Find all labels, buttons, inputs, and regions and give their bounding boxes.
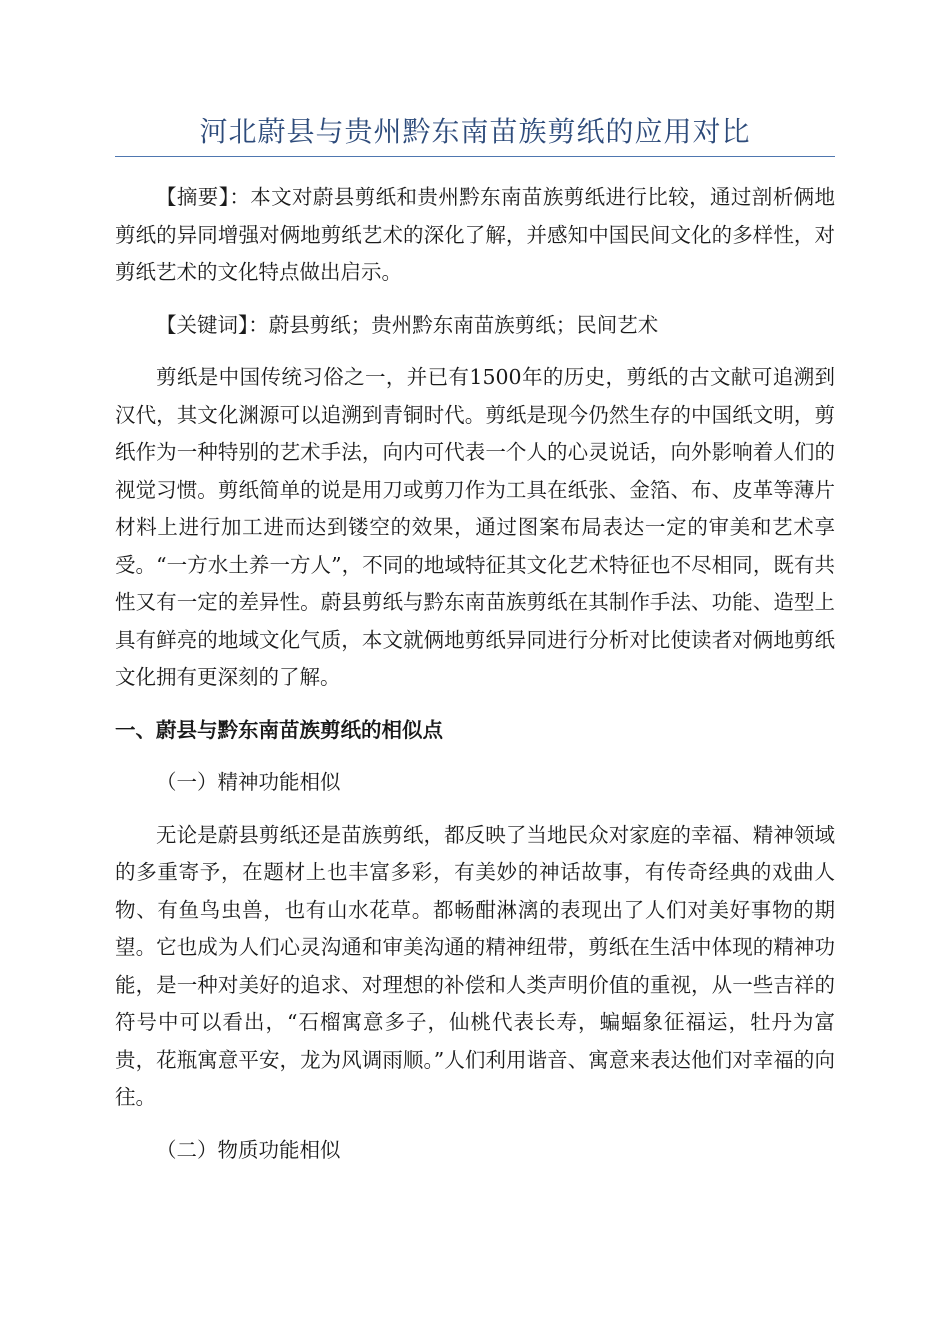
intro-paragraph: 剪纸是中国传统习俗之一，并已有1500年的历史，剪纸的古文献可追溯到汉代，其文化渊源可以追溯到青铜时代。剪纸是现今仍然生存的中国纸文明，剪纸作为一种特别的艺术手法，向内可代表一个人的心灵说话，向外影响着人们的视觉习惯。剪纸简单的说是用刀或剪刀作为工具在纸张、金箔、布、皮革等薄片材料上进行加工进而达到镂空的效果，通过图案布局表达一定的审美和艺术享受。“一方水土养一方人”，不同的地域特征其文化艺术特征也不尽相同，既有共性又有一定的差异性。蔚县剪纸与黔东南苗族剪纸在其制作手法、功能、造型上具有鲜亮的地域文化气质，本文就俩地剪纸异同进行分析对比使读者对俩地剪纸文化拥有更深刻的了解。 (115, 365, 835, 689)
abstract-paragraph: 【摘要】：本文对蔚县剪纸和贵州黔东南苗族剪纸进行比较，通过剖析俩地剪纸的异同增强对俩地剪纸艺术的深化了解，并感知中国民间文化的多样性，对剪纸艺术的文化特点做出启示。 (115, 185, 835, 284)
document-page (115, 108, 835, 1169)
subsection-heading-2: （二）物质功能相似 (156, 1137, 341, 1162)
subsection-1-paragraph: 无论是蔚县剪纸还是苗族剪纸，都反映了当地民众对家庭的幸福、精神领域的多重寄予，在题材上也丰富多彩，有美妙的神话故事，有传奇经典的戏曲人物、有鱼鸟虫兽，也有山水花草。都畅酣淋漓的表现出了人们对美好事物的期望。它也成为人们心灵沟通和审美沟通的精神纽带，剪纸在生活中体现的精神功能，是一种对美好的追求、对理想的补偿和人类声明价值的重视，从一些吉祥的符号中可以看出，“石榴寓意多子，仙桃代表长寿，蝙蝠象征福运，牡丹为富贵，花瓶寓意平安，龙为风调雨顺。”人们利用谐音、寓意来表达他们对幸福的向往。 (115, 822, 835, 1109)
document-title: 河北蔚县与贵州黔东南苗族剪纸的应用对比 (199, 115, 751, 148)
section-heading-1: 一、蔚县与黔东南苗族剪纸的相似点 (115, 717, 443, 742)
keywords-paragraph: 【关键词】：蔚县剪纸；贵州黔东南苗族剪纸；民间艺术 (156, 312, 659, 337)
subsection-heading-1: （一）精神功能相似 (156, 770, 341, 794)
title-underline (115, 156, 835, 157)
